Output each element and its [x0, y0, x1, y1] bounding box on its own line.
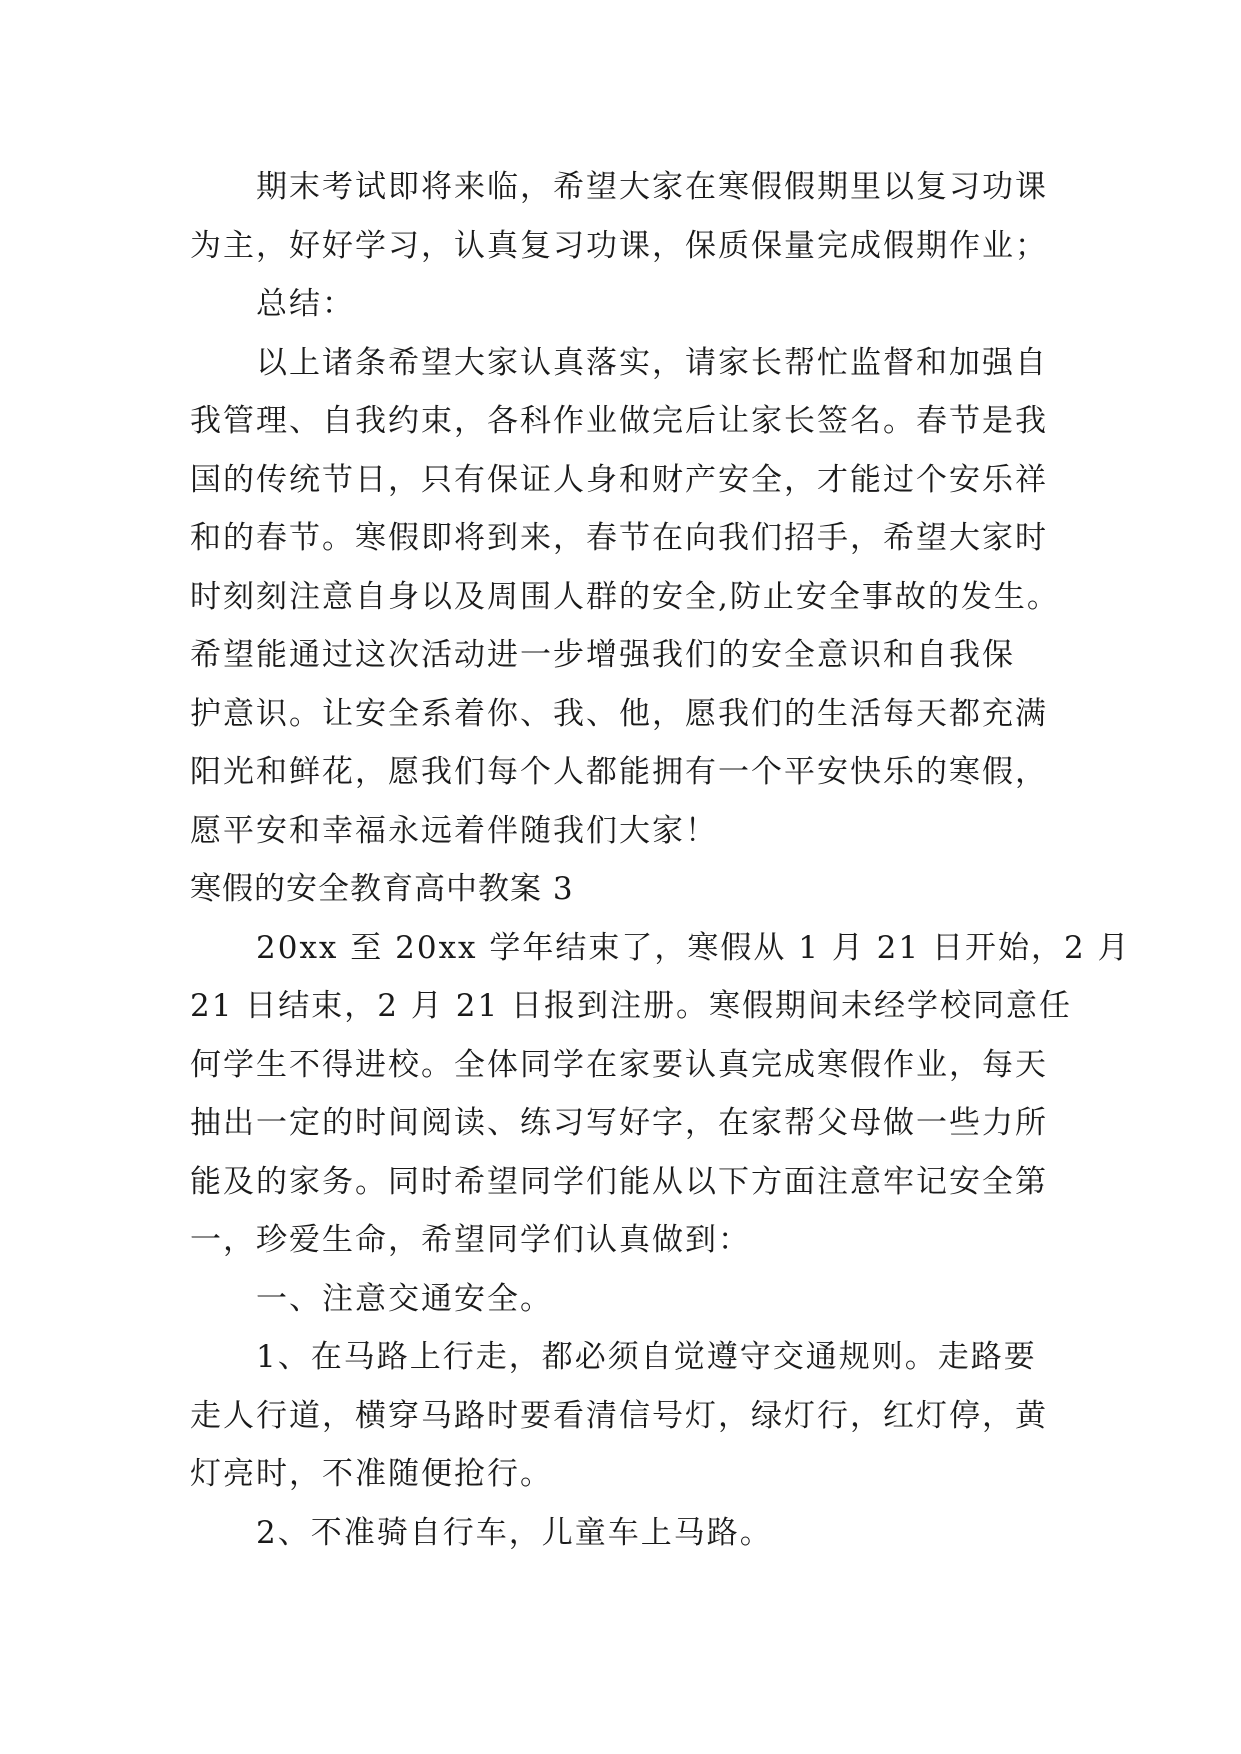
paragraph-line: 希望能通过这次活动进一步增强我们的安全意识和自我保 — [190, 637, 1015, 673]
paragraph-line: 一，珍爱生命，希望同学们认真做到： — [190, 1222, 751, 1258]
paragraph-line: 能及的家务。同时希望同学们能从以下方面注意牢记安全第 — [190, 1163, 1048, 1200]
paragraph-line: 21 日结束，2 月 21 日报到注册。寒假期间未经学校同意任 — [190, 988, 1073, 1024]
paragraph-line: 护意识。让安全系着你、我、他，愿我们的生活每天都充满 — [190, 695, 1048, 732]
list-item: 1、在马路上行走，都必须自觉遵守交通规则。走路要 — [256, 1339, 1037, 1375]
paragraph-line: 国的传统节日，只有保证人身和财产安全，才能过个安乐祥 — [190, 461, 1048, 498]
paragraph-line: 时刻刻注意自身以及周围人群的安全,防止安全事故的发生。 — [190, 578, 1060, 615]
paragraph-line: 和的春节。寒假即将到来，春节在向我们招手，希望大家时 — [190, 520, 1048, 556]
paragraph-line: 抽出一定的时间阅读、练习写好字，在家帮父母做一些力所 — [190, 1105, 1048, 1141]
list-item: 2、不准骑自行车，儿童车上马路。 — [256, 1514, 773, 1551]
paragraph-line: 愿平安和幸福永远着伴随我们大家！ — [190, 812, 718, 849]
paragraph-line: 以上诸条希望大家认真落实，请家长帮忙监督和加强自 — [256, 344, 1048, 381]
paragraph-line: 期末考试即将来临，希望大家在寒假假期里以复习功课 — [256, 169, 1048, 205]
list-item-continuation: 走人行道，横穿马路时要看清信号灯，绿灯行，红灯停，黄 — [190, 1397, 1048, 1434]
list-item-continuation: 灯亮时，不准随便抢行。 — [190, 1456, 553, 1492]
section-label-summary: 总结： — [256, 286, 355, 322]
paragraph-line: 何学生不得进校。全体同学在家要认真完成寒假作业，每天 — [190, 1046, 1048, 1083]
document-body — [190, 158, 1131, 1562]
paragraph-line: 我管理、自我约束，各科作业做完后让家长签名。春节是我 — [190, 403, 1048, 439]
paragraph-line: 20xx 至 20xx 学年结束了，寒假从 1 月 21 日开始，2 月 — [256, 929, 1131, 966]
paragraph-line: 阳光和鲜花，愿我们每个人都能拥有一个平安快乐的寒假， — [190, 754, 1048, 790]
section-heading: 寒假的安全教育高中教案 3 — [190, 871, 574, 907]
list-heading: 一、注意交通安全。 — [256, 1280, 553, 1317]
paragraph-line: 为主，好好学习，认真复习功课，保质保量完成假期作业； — [190, 227, 1048, 264]
